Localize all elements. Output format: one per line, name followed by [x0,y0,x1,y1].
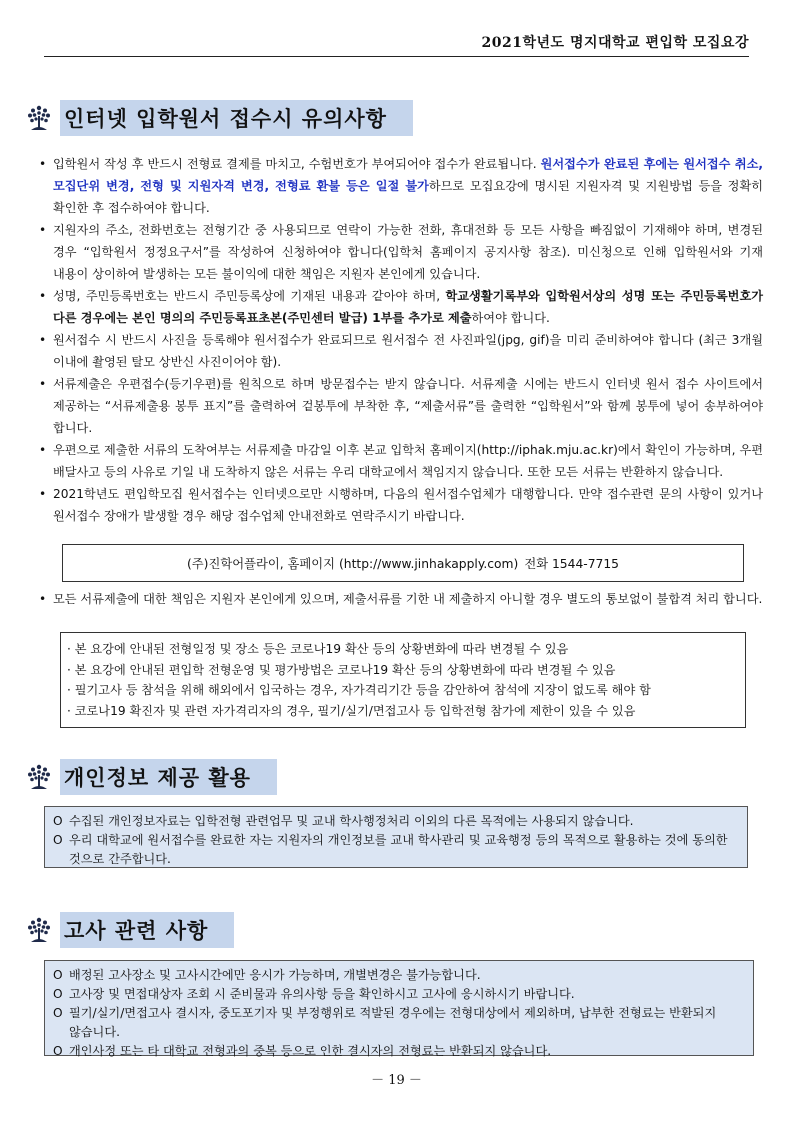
privacy-box [44,806,748,868]
section-title: 개인정보 제공 활용 [60,759,277,795]
contact-company: (주)진학어플라이, 홈페이지 (http://www.jinhakapply.com) [186,557,519,571]
notice-list-2 [36,588,763,610]
list-item: • 우편으로 제출한 서류의 도착여부는 서류제출 마감일 이후 본교 입학처 홈페이지(http://iphak.mju.ac.kr)에서 확인이 가능하며, 우편 배달사고 등의 사유로 기일 내 도착하지 않은 서류는 우리 대학교에서 책임지지 않습니다. 또한 모든 서류는 반환하지 않습니다. [36,439,763,483]
list-item: • 서류제출은 우편접수(등기우편)를 원칙으로 하며 방문접수는 받지 않습니다. 서류제출 시에는 반드시 인터넷 원서 접수 사이트에서 제공하는 “서류제출용 봉투 표지”를 출력하여 겉봉투에 부착한 후, “제출서류”를 출력한 “입학원서”와 함께 봉투에 넣어 송부하여야 합니다. [36,373,763,439]
list-item: O 개인사정 또는 타 대학교 전형과의 중복 등으로 인한 결시자의 전형료는 반환되지 않습니다. [53,1044,552,1058]
list-item: O 우리 대학교에 원서접수를 완료한 자는 지원자의 개인정보를 교내 학사관리 및 교육행정 등의 목적으로 활용하는 것에 동의한 것으로 간주합니다. [53,833,728,866]
contact-phone: 전화 1544-7715 [524,557,620,571]
section-heading-notice [24,101,413,135]
covid-notice-box [60,632,746,728]
list-item: • 2021학년도 편입학모집 원서접수는 인터넷으로만 시행하며, 다음의 원서접수업체가 대행합니다. 만약 접수관련 문의 사항이 있거나 원서접수 장애가 발생할 경우 해당 접수업체 안내전화로 연락주시기 바랍니다. [36,483,763,527]
tree-emblem-icon [24,103,54,133]
list-item: • 원서접수 시 반드시 사진을 등록해야 원서접수가 완료되므로 원서접수 전 사진파일(jpg, gif)을 미리 준비하여야 합니다 (최근 3개월 이내에 촬영된 탈모 상반신 사진이어야 함). [36,329,763,373]
list-item: • 지원자의 주소, 전화번호는 전형기간 중 사용되므로 연락이 가능한 전화, 휴대전화 등 모든 사항을 빠짐없이 기재해야 하며, 변경된 경우 “입학원서 정정요구서”를 작성하여 신청하여야 합니다(입학처 홈페이지 공지사항 참조). 미신청으로 인해 입학원서와 기재 내용이 상이하여 발생하는 모든 불이익에 대한 책임은 지원자 본인에게 있습니다. [36,219,763,285]
section-title: 고사 관련 사항 [60,912,234,948]
section-heading-exam [24,913,234,947]
header-title: 2021학년도 명지대학교 편입학 모집요강 [481,35,749,51]
list-item: O 배정된 고사장소 및 고사시간에만 응시가 가능하며, 개별변경은 불가능합니다. [53,968,481,982]
list-item: • 성명, 주민등록번호는 반드시 주민등록상에 기재된 내용과 같아야 하며, 학교생활기록부와 입학원서상의 성명 또는 주민등록번호가 다른 경우에는 본인 명의의 주민등록표초본(주민센터 발급) 1부를 추가로 제출하여야 합니다. [36,285,763,329]
header-divider [44,56,749,57]
tree-emblem-icon [24,915,54,945]
page-number: － 19 － [371,1073,422,1088]
list-item: O 필기/실기/면접고사 결시자, 중도포기자 및 부정행위로 적발된 경우에는 전형대상에서 제외하며, 납부한 전형료는 반환되지 않습니다. [53,1006,717,1039]
section-heading-privacy [24,760,277,794]
contact-box [62,544,744,582]
list-item: O 고사장 및 면접대상자 조회 시 준비물과 유의사항 등을 확인하시고 고사에 응시하시기 바랍니다. [53,987,575,1001]
list-item: • 입학원서 작성 후 반드시 전형료 결제를 마치고, 수험번호가 부여되어야 접수가 완료됩니다. 원서접수가 완료된 후에는 원서접수 취소, 모집단위 변경, 전형 및 지원자격 변경, 전형료 환불 등은 일절 불가하므로 모집요강에 명시된 지원자격 및 지원방법 등을 정확히 확인한 후 접수하여야 합니다. [36,153,763,219]
list-item: O 수집된 개인정보자료는 입학전형 관련업무 및 교내 학사행정처리 이외의 다른 목적에는 사용되지 않습니다. [53,814,634,828]
notice-line: · 본 요강에 안내된 편입학 전형운영 및 평가방법은 코로나19 확산 등의 상황변화에 따라 변경될 수 있음 [67,662,616,677]
notice-line: · 필기고사 등 참석을 위해 해외에서 입국하는 경우, 자가격리기간 등을 감안하여 참석에 지장이 없도록 해야 함 [67,683,651,697]
section-title: 인터넷 입학원서 접수시 유의사항 [60,100,413,136]
notice-list [36,153,763,527]
tree-emblem-icon [24,762,54,792]
notice-line: · 코로나19 확진자 및 관련 자가격리자의 경우, 필기/실기/면접고사 등 입학전형 참가에 제한이 있을 수 있음 [67,703,636,718]
list-item: • 모든 서류제출에 대한 책임은 지원자 본인에게 있으며, 제출서류를 기한 내 제출하지 아니할 경우 별도의 통보없이 불합격 처리 합니다. [36,588,763,610]
exam-box [44,960,754,1056]
notice-line: · 본 요강에 안내된 전형일정 및 장소 등은 코로나19 확산 등의 상황변화에 따라 변경될 수 있음 [67,642,569,656]
